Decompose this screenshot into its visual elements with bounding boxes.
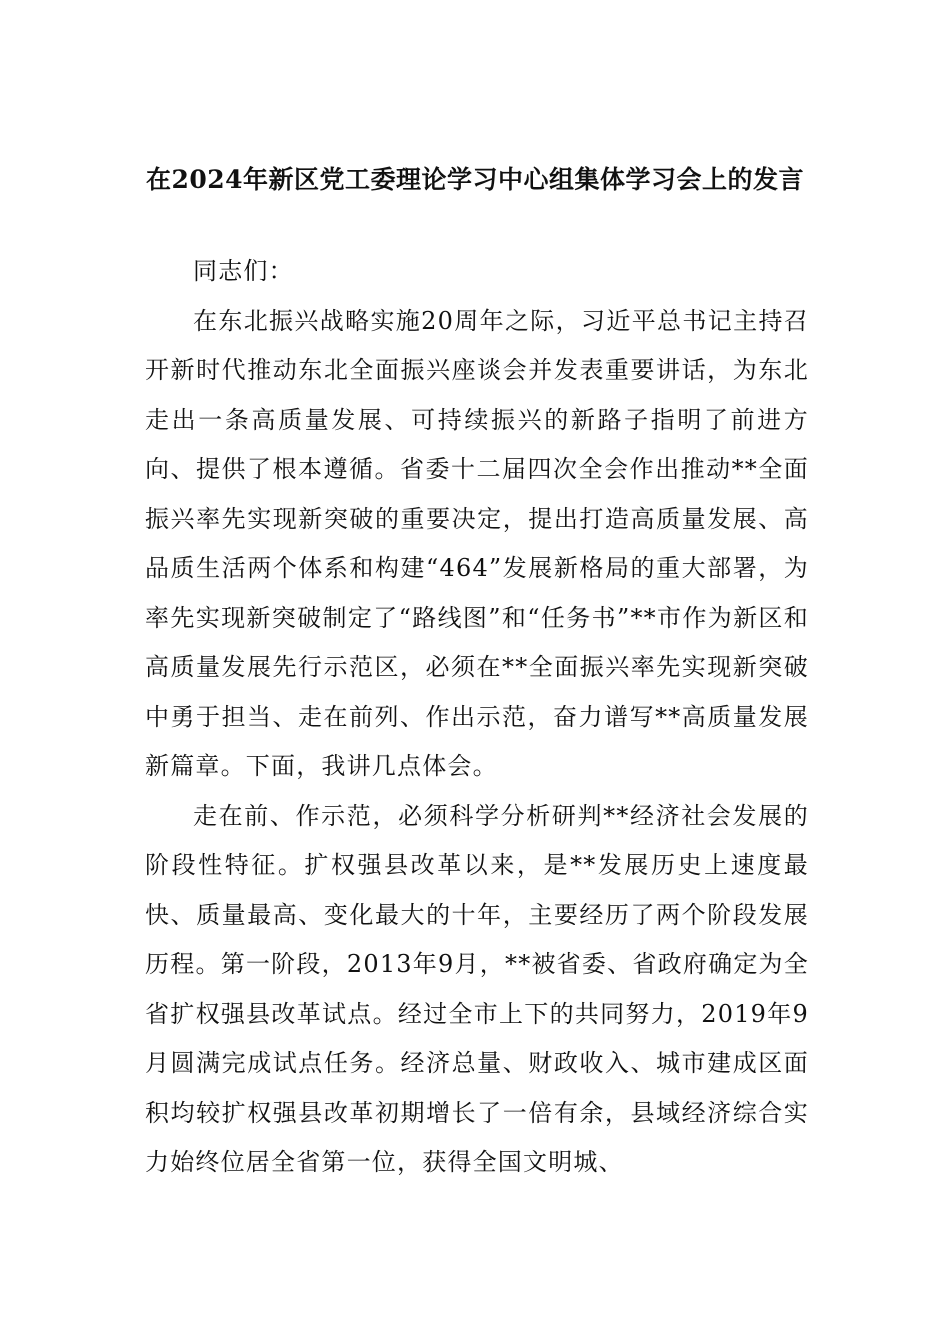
paragraph-2: 走在前、作示范，必须科学分析研判**经济社会发展的阶段性特征。扩权强县改革以来，是**发展历史上速度最快、质量最高、变化最大的十年，主要经历了两个阶段发展历程。第一阶段，2013年9月，**被省委、省政府确定为全省扩权强县改革试点。经过全市上下的共同努力，2019年9月圆满完成试点任务。经济总量、财政收入、城市建成区面积均较扩权强县改革初期增长了一倍有余，县域经济综合实力始终位居全省第一位，获得全国文明城、: [145, 801, 809, 1176]
document-body: [145, 247, 809, 1188]
paragraph-1: 在东北振兴战略实施20周年之际，习近平总书记主持召开新时代推动东北全面振兴座谈会并发表重要讲话，为东北走出一条高质量发展、可持续振兴的新路子指明了前进方向、提供了根本遵循。省委十二届四次全会作出推动**全面振兴率先实现新突破的重要决定，提出打造高质量发展、高品质生活两个体系和构建“464”发展新格局的重大部署，为率先实现新突破制定了“路线图”和“任务书”**市作为新区和高质量发展先行示范区，必须在**全面振兴率先实现新突破中勇于担当、走在前列、作出示范，奋力谱写**高质量发展新篇章。下面，我讲几点体会。: [145, 306, 809, 780]
salutation: 同志们：: [193, 257, 294, 285]
document-title: 在2024年新区党工委理论学习中心组集体学习会上的发言: [145, 165, 805, 194]
